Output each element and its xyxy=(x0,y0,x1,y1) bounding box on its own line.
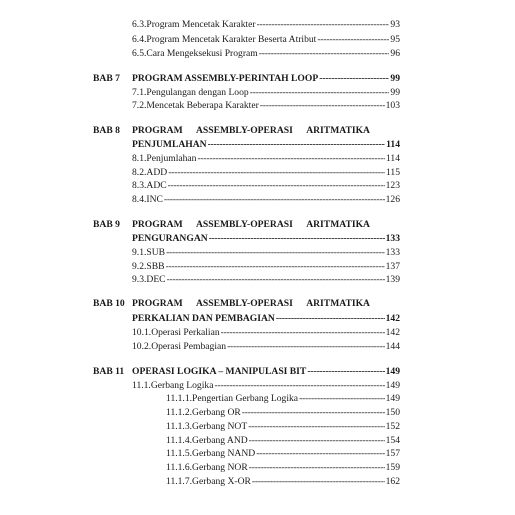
dot-leader xyxy=(256,447,384,460)
chapter-page: 99 xyxy=(390,73,400,84)
dot-leader xyxy=(276,312,385,325)
chapter-title-word: ASSEMBLY-OPERASI xyxy=(195,125,293,136)
chapter-label: BAB 7 xyxy=(93,73,120,84)
entry-number: 9.1. xyxy=(132,247,147,258)
toc-subentry xyxy=(166,420,400,433)
toc-entry xyxy=(132,326,400,339)
subentry-title: Gerbang NOT xyxy=(192,421,248,432)
entry-title: Mencetak Beberapa Karakter xyxy=(146,100,259,111)
chapter-label: BAB 10 xyxy=(93,298,125,309)
entry-page: 99 xyxy=(390,87,400,98)
entry-number: 8.4. xyxy=(132,194,147,205)
chapter-heading-line2 xyxy=(132,232,400,245)
entry-page: 96 xyxy=(390,48,400,59)
subentry-title: Gerbang X-OR xyxy=(192,476,251,487)
chapter-title: PERKALIAN DAN PEMBAGIAN xyxy=(132,313,275,324)
toc-subentry xyxy=(166,447,400,460)
entry-number: 10.2. xyxy=(132,341,152,352)
subentry-title: Gerbang OR xyxy=(192,407,241,418)
chapter-title-word: ASSEMBLY-OPERASI xyxy=(195,219,293,230)
chapter-title-word: ARITMATIKA xyxy=(306,298,370,309)
subentry-title: Gerbang AND xyxy=(192,435,248,446)
toc-entry xyxy=(132,273,400,286)
dot-leader xyxy=(168,179,385,192)
subentry-number: 11.1.6. xyxy=(166,462,193,473)
entry-page: 93 xyxy=(390,19,400,30)
entry-title: SBB xyxy=(146,261,165,272)
subentry-page: 162 xyxy=(385,476,400,487)
subentry-page: 149 xyxy=(385,393,400,404)
dot-leader xyxy=(227,340,385,353)
toc-entry xyxy=(132,260,400,273)
chapter-heading-line1 xyxy=(132,218,370,231)
dot-leader xyxy=(250,86,390,99)
entry-number: 8.3. xyxy=(132,180,147,191)
toc-entry xyxy=(132,18,400,31)
dot-leader xyxy=(249,461,385,474)
entry-number: 9.2. xyxy=(132,261,147,272)
dot-leader xyxy=(242,406,385,419)
chapter-title: PENGURANGAN xyxy=(132,233,208,244)
entry-number: 10.1. xyxy=(132,327,152,338)
toc-subentry xyxy=(166,406,400,419)
toc-entry xyxy=(132,246,400,259)
dot-leader xyxy=(166,260,385,273)
dot-leader xyxy=(168,166,385,179)
toc-entry xyxy=(132,379,400,392)
subentry-page: 152 xyxy=(385,421,400,432)
entry-title: Operasi Pembagian xyxy=(151,341,227,352)
dot-leader xyxy=(208,138,386,151)
toc-entry xyxy=(132,340,400,353)
entry-page: 103 xyxy=(385,100,400,111)
dot-leader xyxy=(221,326,385,339)
dot-leader xyxy=(248,420,384,433)
chapter-title: PROGRAM ASSEMBLY-PERINTAH LOOP xyxy=(132,73,319,84)
subentry-number: 11.1.2. xyxy=(166,407,193,418)
entry-number: 8.1. xyxy=(132,153,147,164)
subentry-number: 11.1.3. xyxy=(166,421,193,432)
dot-leader xyxy=(164,193,385,206)
dot-leader xyxy=(167,273,385,286)
dot-leader xyxy=(209,232,385,245)
chapter-page: 142 xyxy=(385,313,400,324)
chapter-label: BAB 9 xyxy=(93,219,120,230)
dot-leader xyxy=(299,392,385,405)
subentry-title: Gerbang NOR xyxy=(192,462,248,473)
chapter-title-word: ARITMATIKA xyxy=(306,219,370,230)
chapter-heading-line2 xyxy=(132,312,400,325)
entry-number: 6.4. xyxy=(132,34,147,45)
dot-leader xyxy=(214,379,384,392)
entry-page: 133 xyxy=(385,247,400,258)
toc-subentry xyxy=(166,392,400,405)
entry-title: Penjumlahan xyxy=(146,153,197,164)
subentry-number: 11.1.4. xyxy=(166,435,193,446)
chapter-label: BAB 8 xyxy=(93,125,120,136)
chapter-title-word: PROGRAM xyxy=(132,219,183,230)
subentry-page: 150 xyxy=(385,407,400,418)
entry-title: ADD xyxy=(146,167,168,178)
entry-title: ADC xyxy=(146,180,167,191)
chapter-title: PENJUMLAHAN xyxy=(132,139,207,150)
entry-page: 126 xyxy=(385,194,400,205)
toc-entry xyxy=(132,47,400,60)
chapter-heading xyxy=(132,72,400,85)
entry-page: 123 xyxy=(385,180,400,191)
toc-subentry xyxy=(166,461,400,474)
entry-number: 8.2. xyxy=(132,167,147,178)
entry-number: 9.3. xyxy=(132,274,147,285)
toc-entry xyxy=(132,33,400,46)
toc-entry xyxy=(132,99,400,112)
subentry-title: Gerbang NAND xyxy=(192,448,256,459)
entry-title: Pengulangan dengan Loop xyxy=(146,87,249,98)
entry-title: INC xyxy=(146,194,163,205)
toc-subentry xyxy=(166,475,400,488)
chapter-page: 133 xyxy=(385,233,400,244)
chapter-page: 114 xyxy=(386,139,400,150)
chapter-title-word: PROGRAM xyxy=(132,298,183,309)
subentry-page: 159 xyxy=(385,462,400,473)
entry-page: 137 xyxy=(385,261,400,272)
dot-leader xyxy=(260,99,385,112)
subentry-number: 11.1.1. xyxy=(166,393,193,404)
entry-title: SUB xyxy=(146,247,166,258)
entry-title: Cara Mengeksekusi Program xyxy=(146,48,258,59)
dot-leader xyxy=(249,434,385,447)
toc-entry xyxy=(132,152,400,165)
entry-number: 6.3. xyxy=(132,19,147,30)
entry-page: 95 xyxy=(390,34,400,45)
entry-page: 144 xyxy=(385,341,400,352)
chapter-title: OPERASI LOGIKA – MANIPULASI BIT xyxy=(132,366,307,377)
chapter-title-word: ASSEMBLY-OPERASI xyxy=(195,298,293,309)
subentry-page: 154 xyxy=(385,435,400,446)
entry-page: 114 xyxy=(385,153,400,164)
entry-number: 6.5. xyxy=(132,48,147,59)
entry-number: 7.1. xyxy=(132,87,147,98)
dot-leader xyxy=(257,18,390,31)
dot-leader xyxy=(252,475,385,488)
entry-title: Gerbang Logika xyxy=(150,380,214,391)
chapter-heading-line1 xyxy=(132,124,370,137)
chapter-page: 149 xyxy=(385,366,400,377)
toc-entry xyxy=(132,179,400,192)
entry-page: 142 xyxy=(385,327,400,338)
entry-title: Program Mencetak Karakter xyxy=(146,19,256,30)
dot-leader xyxy=(317,33,389,46)
entry-number: 11.1. xyxy=(132,380,151,391)
entry-page: 115 xyxy=(385,167,400,178)
chapter-heading-line2 xyxy=(132,138,400,151)
subentry-number: 11.1.5. xyxy=(166,448,193,459)
dot-leader xyxy=(197,152,384,165)
chapter-label: BAB 11 xyxy=(93,366,125,377)
dot-leader xyxy=(166,246,385,259)
chapter-heading xyxy=(132,365,400,378)
entry-title: DEC xyxy=(146,274,166,285)
dot-leader xyxy=(259,47,390,60)
toc-subentry xyxy=(166,434,400,447)
toc-entry xyxy=(132,193,400,206)
toc-entry xyxy=(132,166,400,179)
toc-entry xyxy=(132,86,400,99)
entry-title: Program Mencetak Karakter Beserta Atribut xyxy=(146,34,317,45)
entry-page: 139 xyxy=(385,274,400,285)
entry-number: 7.2. xyxy=(132,100,147,111)
entry-page: 149 xyxy=(385,380,400,391)
chapter-title-word: ARITMATIKA xyxy=(306,125,370,136)
dot-leader xyxy=(307,365,384,378)
entry-title: Operasi Perkalian xyxy=(151,327,220,338)
subentry-title: Pengertian Gerbang Logika xyxy=(192,393,299,404)
subentry-page: 157 xyxy=(385,448,400,459)
chapter-title-word: PROGRAM xyxy=(132,125,183,136)
subentry-number: 11.1.7. xyxy=(166,476,193,487)
chapter-heading-line1 xyxy=(132,297,370,310)
dot-leader xyxy=(319,72,389,85)
